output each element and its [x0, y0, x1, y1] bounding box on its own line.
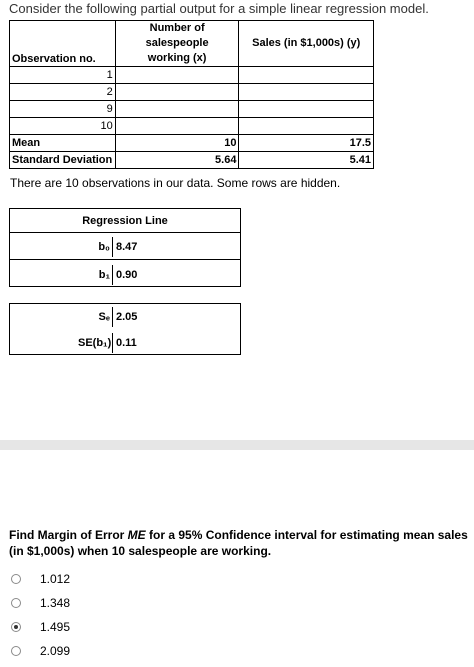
table-row [10, 101, 374, 118]
option-label: 1.012 [40, 572, 71, 586]
seb1-row [78, 333, 137, 353]
x-cell [115, 67, 239, 84]
b0-value: 8.47 [112, 237, 137, 257]
header-y: Sales (in $1,000s) (y) [239, 21, 374, 67]
radio-button[interactable] [11, 598, 21, 608]
x-cell [115, 84, 239, 101]
b1-label: b₁ [98, 269, 110, 281]
radio-button-selected[interactable] [11, 622, 21, 632]
question-post: for a 95% Confidence interval for estimating mean sales (in $1,000s) when 10 salespeople are working. [9, 528, 468, 558]
obs-cell: 2 [10, 84, 116, 101]
intro-text: Consider the following partial output for a simple linear regression model. [9, 1, 429, 16]
header-x-line1: Number of salespeople [145, 22, 209, 49]
section-divider [0, 440, 474, 450]
question-text [9, 527, 471, 559]
question-pre: Find Margin of Error [9, 528, 128, 542]
se-label: Sₑ [98, 311, 110, 323]
standard-error-box [9, 303, 241, 355]
b0-row [86, 237, 137, 257]
table-row [10, 118, 374, 135]
option-label: 2.099 [40, 644, 71, 658]
data-table [9, 20, 374, 169]
se-row [86, 307, 137, 327]
option-3[interactable] [11, 620, 70, 634]
sd-label: Standard Deviation [10, 152, 116, 169]
x-cell [115, 101, 239, 118]
se-value: 2.05 [112, 307, 137, 327]
option-label: 1.348 [40, 596, 71, 610]
b0-label: b₀ [98, 241, 110, 253]
seb1-label: SE(b₁) [78, 337, 112, 349]
b1-value: 0.90 [112, 265, 137, 285]
header-x [115, 21, 239, 67]
option-4[interactable] [11, 644, 70, 658]
b1-row [86, 265, 137, 285]
divider [10, 232, 240, 233]
obs-cell: 9 [10, 101, 116, 118]
table-row [10, 67, 374, 84]
obs-cell: 1 [10, 67, 116, 84]
sd-row [10, 152, 374, 169]
table-row [10, 84, 374, 101]
radio-button[interactable] [11, 646, 21, 656]
observation-note: There are 10 observations in our data. Some rows are hidden. [10, 176, 341, 190]
mean-row [10, 135, 374, 152]
y-cell [239, 84, 374, 101]
obs-cell: 10 [10, 118, 116, 135]
radio-button[interactable] [11, 574, 21, 584]
option-2[interactable] [11, 596, 70, 610]
mean-y: 17.5 [239, 135, 374, 152]
mean-label: Mean [10, 135, 116, 152]
y-cell [239, 118, 374, 135]
seb1-value: 0.11 [112, 333, 137, 353]
mean-x: 10 [115, 135, 239, 152]
sd-y: 5.41 [239, 152, 374, 169]
sd-x: 5.64 [115, 152, 239, 169]
question-em: ME [127, 528, 146, 542]
option-label: 1.495 [40, 620, 71, 634]
regression-line-box [9, 208, 241, 287]
x-cell [115, 118, 239, 135]
header-x-line2: working (x) [147, 52, 207, 64]
y-cell [239, 67, 374, 84]
header-observation: Observation no. [10, 21, 116, 67]
regression-title: Regression Line [82, 215, 168, 227]
option-1[interactable] [11, 572, 70, 586]
divider [10, 259, 240, 260]
y-cell [239, 101, 374, 118]
table-header-row [10, 21, 374, 67]
